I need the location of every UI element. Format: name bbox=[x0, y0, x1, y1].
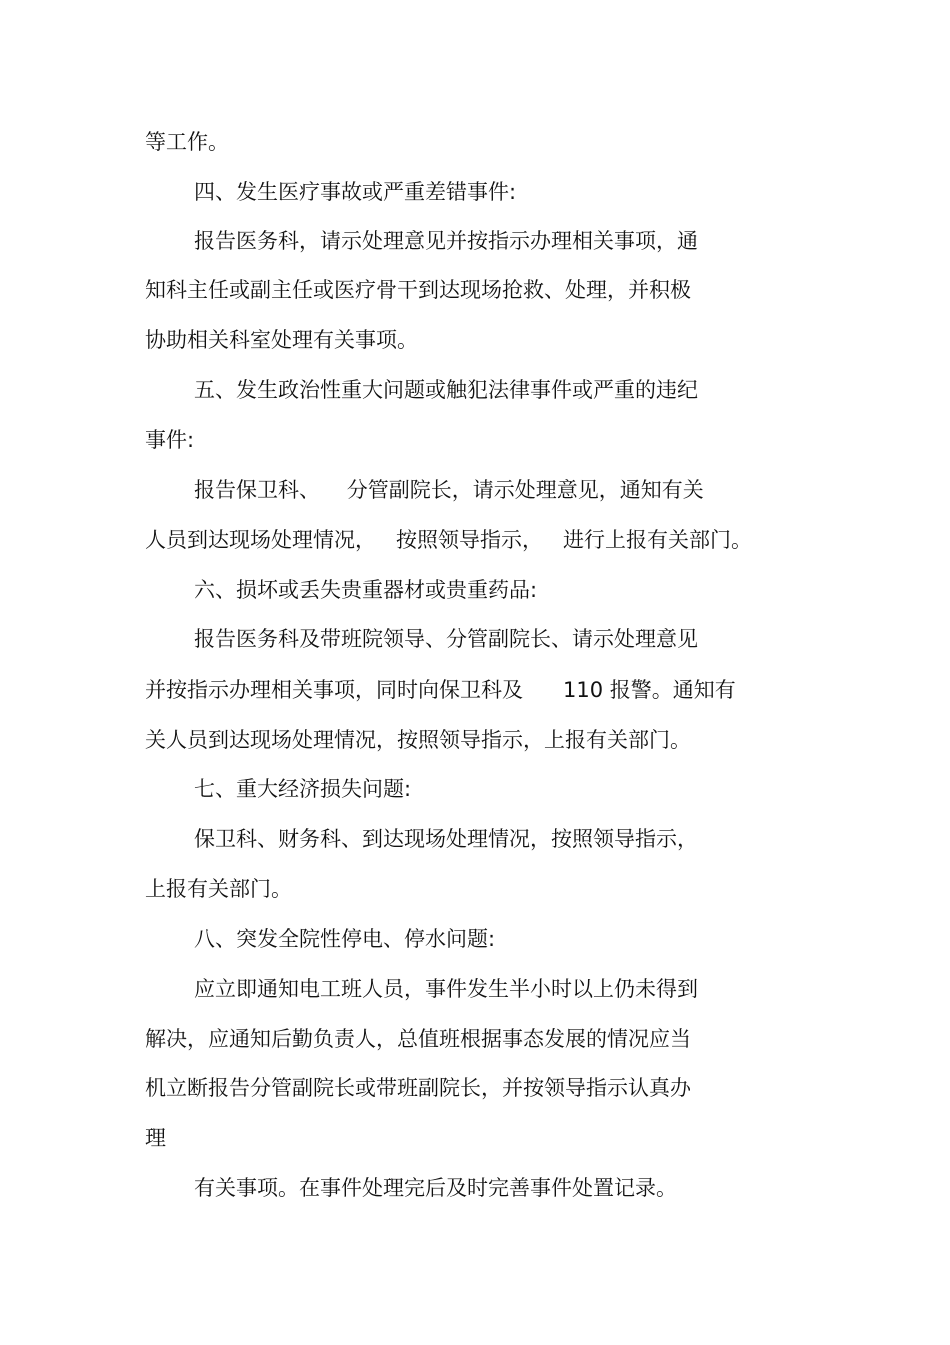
text-line: 等工作。 bbox=[145, 130, 229, 154]
text-line: 人员到达现场处理情况， 按照领导指示， 进行上报有关部门。 bbox=[145, 528, 753, 552]
text-line: 报告医务科及带班院领导、分管副院长、请示处理意见 bbox=[194, 627, 698, 651]
text-line: 机立断报告分管副院长或带班副院长，并按领导指示认真办 bbox=[145, 1076, 691, 1100]
text-line: 理 bbox=[145, 1126, 166, 1150]
text-line: 报告医务科，请示处理意见并按指示办理相关事项，通 bbox=[194, 229, 698, 253]
section-heading-4: 四、发生医疗事故或严重差错事件: bbox=[194, 180, 517, 204]
text-line: 知科主任或副主任或医疗骨干到达现场抢救、处理，并积极 bbox=[145, 278, 691, 302]
section-heading-5-cont: 事件: bbox=[145, 428, 195, 452]
section-heading-5: 五、发生政治性重大问题或触犯法律事件或严重的违纪 bbox=[194, 378, 698, 402]
text-line: 上报有关部门。 bbox=[145, 877, 292, 901]
section-heading-6: 六、损坏或丢失贵重器材或贵重药品: bbox=[194, 578, 538, 602]
text-line: 解决，应通知后勤负责人，总值班根据事态发展的情况应当 bbox=[145, 1027, 691, 1051]
text-line: 保卫科、财务科、到达现场处理情况，按照领导指示， bbox=[194, 827, 698, 851]
section-heading-8: 八、突发全院性停电、停水问题: bbox=[194, 927, 496, 951]
text-line: 应立即通知电工班人员，事件发生半小时以上仍未得到 bbox=[194, 977, 698, 1001]
text-line: 关人员到达现场处理情况，按照领导指示，上报有关部门。 bbox=[145, 728, 691, 752]
text-line: 并按指示办理相关事项，同时向保卫科及 110 报警。通知有 bbox=[145, 678, 736, 702]
text-line: 有关事项。在事件处理完后及时完善事件处置记录。 bbox=[194, 1176, 677, 1200]
section-heading-7: 七、重大经济损失问题: bbox=[194, 777, 412, 801]
text-line: 协助相关科室处理有关事项。 bbox=[145, 328, 418, 352]
text-line: 报告保卫科、 分管副院长，请示处理意见，通知有关 bbox=[194, 478, 704, 502]
